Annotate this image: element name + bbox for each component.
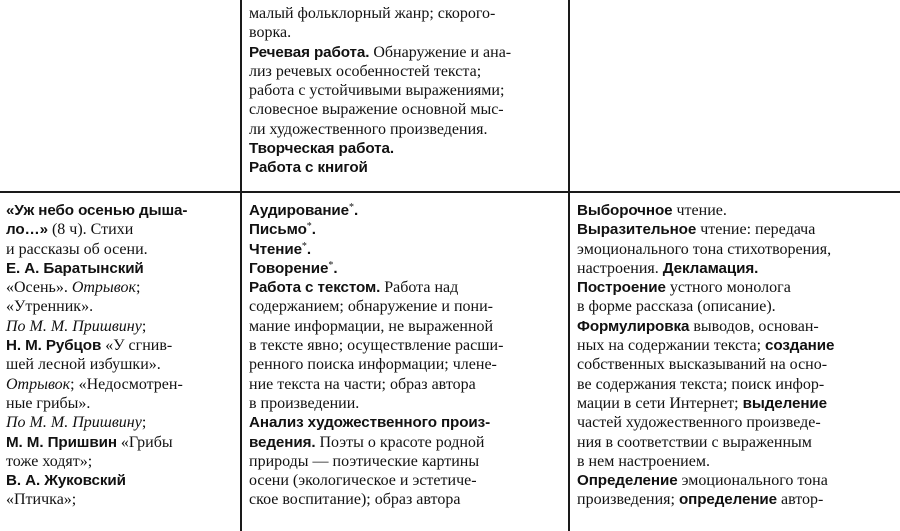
row-divider <box>0 191 900 193</box>
text-line <box>577 394 899 413</box>
text-line <box>249 375 567 394</box>
text-run: в форме рассказа (описание). <box>577 298 776 316</box>
text-line <box>249 4 567 23</box>
text-line <box>249 317 567 336</box>
footnote-mark: * <box>349 202 355 213</box>
bold-term: ло…» <box>6 221 48 239</box>
text-line <box>577 201 899 220</box>
text-run: частей художественного произведе- <box>577 414 821 432</box>
text-run: ; <box>141 317 147 335</box>
italic-text: По М. М. Пришвину <box>6 317 142 335</box>
bold-term: Речевая работа. <box>249 43 370 61</box>
footnote-mark: * <box>306 221 312 233</box>
text-run: ве содержания текста; поиск инфор- <box>577 375 825 393</box>
row1-content-cell <box>249 4 567 178</box>
text-run: ния в соответствии с выраженным <box>577 433 812 451</box>
text-line <box>577 278 899 297</box>
bold-term: Формулировка <box>577 317 690 335</box>
text-line <box>577 259 899 278</box>
text-run: «Птичка»; <box>6 491 77 509</box>
text-run: выводов, основан- <box>689 317 819 335</box>
text-run: малый фольклорный жанр; скорого- <box>249 5 496 22</box>
row2-activities-cell <box>577 201 899 510</box>
text-line <box>249 100 567 119</box>
text-run: чтение. <box>672 202 727 219</box>
text-run: ворка. <box>249 24 292 42</box>
text-line <box>249 490 567 509</box>
text-line <box>6 278 238 297</box>
bold-term: ведения. <box>249 433 316 451</box>
bold-term: . <box>306 240 312 258</box>
text-run: «У сгнив- <box>101 337 173 355</box>
text-run: словесное выражение основной мыс- <box>249 101 504 119</box>
text-line <box>6 452 238 471</box>
text-run: устного монолога <box>665 279 791 297</box>
row2-topic-cell <box>6 201 238 510</box>
bold-term: Н. М. Рубцов <box>6 337 102 355</box>
bold-term: Чтение <box>249 240 302 258</box>
text-run: Обнаружение и ана- <box>369 43 512 61</box>
text-line <box>249 413 567 432</box>
text-run: содержанием; обнаружение и пони- <box>249 298 493 316</box>
text-run: ные грибы». <box>6 394 91 412</box>
italic-text: Отрывок <box>6 375 71 393</box>
text-run: Поэты о красоте родной <box>315 433 485 451</box>
text-run: природы — поэтические картины <box>249 452 480 470</box>
bold-term: . <box>354 202 359 219</box>
text-run: настроения. <box>577 259 663 277</box>
text-line <box>577 317 899 336</box>
column-divider-right <box>568 0 570 531</box>
text-line <box>577 452 899 471</box>
bold-term: Выразительное <box>577 221 697 239</box>
bold-term: «Уж небо осенью дыша- <box>6 202 188 219</box>
text-run: собственных высказываний на осно- <box>577 356 828 374</box>
row2-content-cell <box>249 201 567 510</box>
bold-term: Анализ художественного произ- <box>249 414 491 432</box>
bold-term: Творческая работа. <box>249 140 394 158</box>
text-line <box>249 220 567 239</box>
text-line <box>6 201 238 220</box>
italic-text: Отрывок <box>71 279 136 297</box>
text-line <box>249 62 567 81</box>
bold-term: определение <box>678 491 777 509</box>
text-run: в нем настроением. <box>577 452 710 470</box>
bold-term: Работа с книгой <box>249 159 368 177</box>
text-run: тоже ходят»; <box>6 452 93 470</box>
text-run: «Грибы <box>116 433 173 451</box>
bold-term: Декламация. <box>662 259 759 277</box>
bold-term: Построение <box>577 279 666 297</box>
column-divider-left <box>240 0 242 531</box>
text-run: осени (экологическое и эстетиче- <box>249 472 477 490</box>
text-line <box>249 355 567 374</box>
text-line <box>577 433 899 452</box>
text-line <box>577 471 899 490</box>
text-line <box>577 220 899 239</box>
text-run: мание информации, не выраженной <box>249 317 494 335</box>
text-run: ; <box>135 279 141 297</box>
text-line <box>6 240 238 259</box>
text-run: чтение: передача <box>696 221 816 239</box>
text-line <box>249 336 567 355</box>
text-run: работа с устойчивыми выражениями; <box>249 82 505 100</box>
text-run: «Осень». <box>6 279 72 297</box>
text-run: (8 ч). Стихи <box>47 221 134 239</box>
text-line <box>6 375 238 394</box>
text-line <box>577 413 899 432</box>
text-line <box>249 259 567 278</box>
text-run: ренного поиска информации; члене- <box>249 356 497 374</box>
text-run: шей лесной избушки». <box>6 356 161 374</box>
text-run: автор- <box>776 491 824 509</box>
text-line <box>249 43 567 62</box>
text-run: в произведении. <box>249 394 360 412</box>
text-line <box>249 158 567 177</box>
text-line <box>577 297 899 316</box>
text-line <box>6 471 238 490</box>
bold-term: выделение <box>742 394 827 412</box>
text-run: ли художественного произведения. <box>249 120 488 138</box>
footnote-mark: * <box>328 259 334 271</box>
text-line <box>6 413 238 432</box>
bold-term: . <box>311 221 316 239</box>
text-run: Работа над <box>380 279 459 297</box>
text-line <box>249 81 567 100</box>
text-line <box>6 433 238 452</box>
bold-term: В. А. Жуковский <box>6 472 126 490</box>
text-run: «Утренник». <box>6 298 94 316</box>
text-line <box>249 433 567 452</box>
text-run: ское воспитание); образ автора <box>249 491 461 509</box>
text-run: произведения; <box>577 491 679 509</box>
text-line <box>249 297 567 316</box>
text-line <box>6 259 238 278</box>
text-line <box>6 220 238 239</box>
text-run: ; <box>141 414 147 432</box>
text-run: ние текста на части; образ автора <box>249 375 476 393</box>
bold-term: М. М. Пришвин <box>6 433 117 451</box>
bold-term: Аудирование <box>249 202 350 219</box>
bold-term: Письмо <box>249 221 307 239</box>
text-run: в тексте явно; осуществление расши- <box>249 337 504 355</box>
text-run: мации в сети Интернет; <box>577 394 743 412</box>
bold-term: Выборочное <box>577 202 673 219</box>
text-line <box>6 355 238 374</box>
bold-term: Е. А. Баратынский <box>6 259 144 277</box>
text-line <box>6 394 238 413</box>
bold-term: Работа с текстом. <box>249 279 381 297</box>
text-line <box>6 297 238 316</box>
text-line <box>249 452 567 471</box>
bold-term: Говорение <box>249 259 329 277</box>
text-line <box>249 240 567 259</box>
text-line <box>249 120 567 139</box>
text-line <box>249 471 567 490</box>
text-line <box>577 375 899 394</box>
text-line <box>577 240 899 259</box>
text-line <box>249 394 567 413</box>
text-line <box>577 336 899 355</box>
text-line <box>6 317 238 336</box>
text-line <box>249 278 567 297</box>
text-run: эмоционального тона стихотворения, <box>577 240 832 258</box>
text-line <box>249 23 567 42</box>
bold-term: Определение <box>577 472 678 490</box>
italic-text: По М. М. Пришвину <box>6 414 142 432</box>
text-line <box>249 139 567 158</box>
text-line <box>577 490 899 509</box>
text-run: ; «Недосмотрен- <box>70 375 183 393</box>
bold-term: создание <box>765 337 835 355</box>
text-line <box>6 490 238 509</box>
text-run: и рассказы об осени. <box>6 240 148 258</box>
text-run: лиз речевых особенностей текста; <box>249 62 482 80</box>
text-line <box>6 336 238 355</box>
footnote-mark: * <box>301 240 307 252</box>
text-line <box>577 355 899 374</box>
bold-term: . <box>333 259 338 277</box>
text-line <box>249 201 567 220</box>
text-run: ных на содержании текста; <box>577 337 766 355</box>
text-run: эмоционального тона <box>677 472 828 490</box>
